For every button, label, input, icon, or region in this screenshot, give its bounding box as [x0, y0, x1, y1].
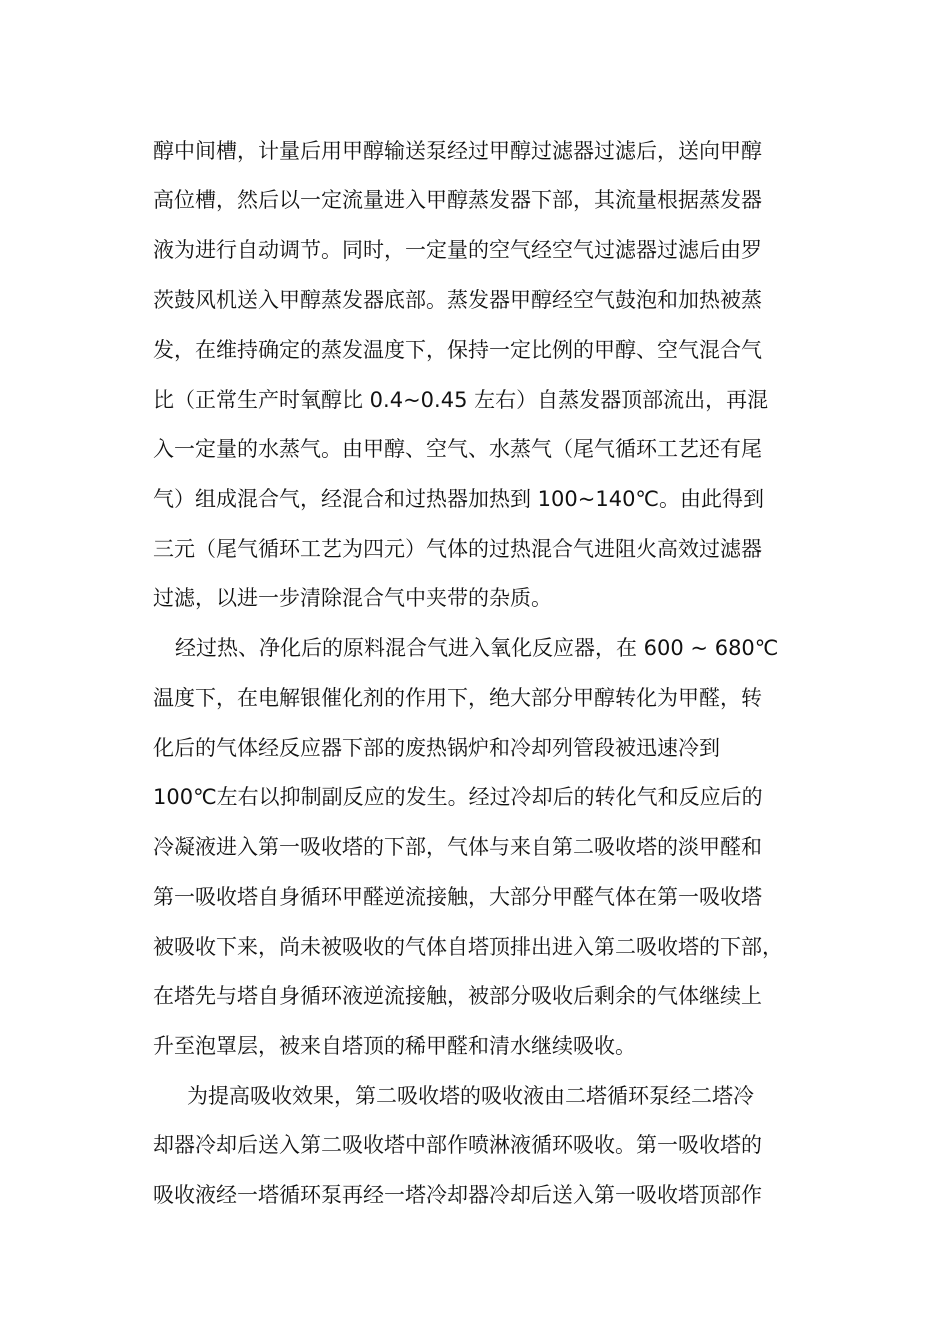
text-line: 吸收液经一塔循环泵再经一塔冷却器冷却后送入第一吸收塔顶部作: [153, 1183, 762, 1207]
text-line: 三元（尾气循环工艺为四元）气体的过热混合气进阻火高效过滤器: [153, 537, 762, 561]
text-line: 100℃左右以抑制副反应的发生。经过冷却后的转化气和反应后的: [153, 785, 763, 809]
text-line: 升至泡罩层，被来自塔顶的稀甲醛和清水继续吸收。: [153, 1034, 636, 1058]
paragraph-start-line: 为提高吸收效果，第二吸收塔的吸收液由二塔循环泵经二塔冷: [187, 1084, 754, 1108]
text-line: 却器冷却后送入第二吸收塔中部作喷淋液循环吸收。第一吸收塔的: [153, 1133, 762, 1157]
text-line: 过滤，以进一步清除混合气中夹带的杂质。: [153, 586, 552, 610]
text-line: 高位槽，然后以一定流量进入甲醇蒸发器下部，其流量根据蒸发器: [153, 188, 762, 212]
text-line: 液为进行自动调节。同时，一定量的空气经空气过滤器过滤后由罗: [153, 238, 762, 262]
text-line: 在塔先与塔自身循环液逆流接触，被部分吸收后剩余的气体继续上: [153, 984, 762, 1008]
text-line: 被吸收下来，尚未被吸收的气体自塔顶排出进入第二吸收塔的下部，: [153, 935, 783, 959]
paragraph-start-line: 经过热、净化后的原料混合气进入氧化反应器，在 600 ~ 680℃: [175, 636, 779, 660]
text-line: 入一定量的水蒸气。由甲醇、空气、水蒸气（尾气循环工艺还有尾: [153, 437, 762, 461]
text-line: 发，在维持确定的蒸发温度下，保持一定比例的甲醇、空气混合气: [153, 338, 762, 362]
text-line: 冷凝液进入第一吸收塔的下部，气体与来自第二吸收塔的淡甲醛和: [153, 835, 762, 859]
text-line: 气）组成混合气，经混合和过热器加热到 100~140℃。由此得到: [153, 487, 765, 511]
text-line: 第一吸收塔自身循环甲醛逆流接触，大部分甲醛气体在第一吸收塔: [153, 885, 762, 909]
text-line: 比（正常生产时氧醇比 0.4~0.45 左右）自蒸发器顶部流出，再混: [153, 388, 769, 412]
text-line: 化后的气体经反应器下部的废热锅炉和冷却列管段被迅速冷到: [153, 736, 720, 760]
text-line: 温度下，在电解银催化剂的作用下，绝大部分甲醇转化为甲醛，转: [153, 686, 762, 710]
text-line: 茨鼓风机送入甲醇蒸发器底部。蒸发器甲醇经空气鼓泡和加热被蒸: [153, 288, 762, 312]
text-line: 醇中间槽，计量后用甲醇输送泵经过甲醇过滤器过滤后，送向甲醇: [153, 139, 762, 163]
